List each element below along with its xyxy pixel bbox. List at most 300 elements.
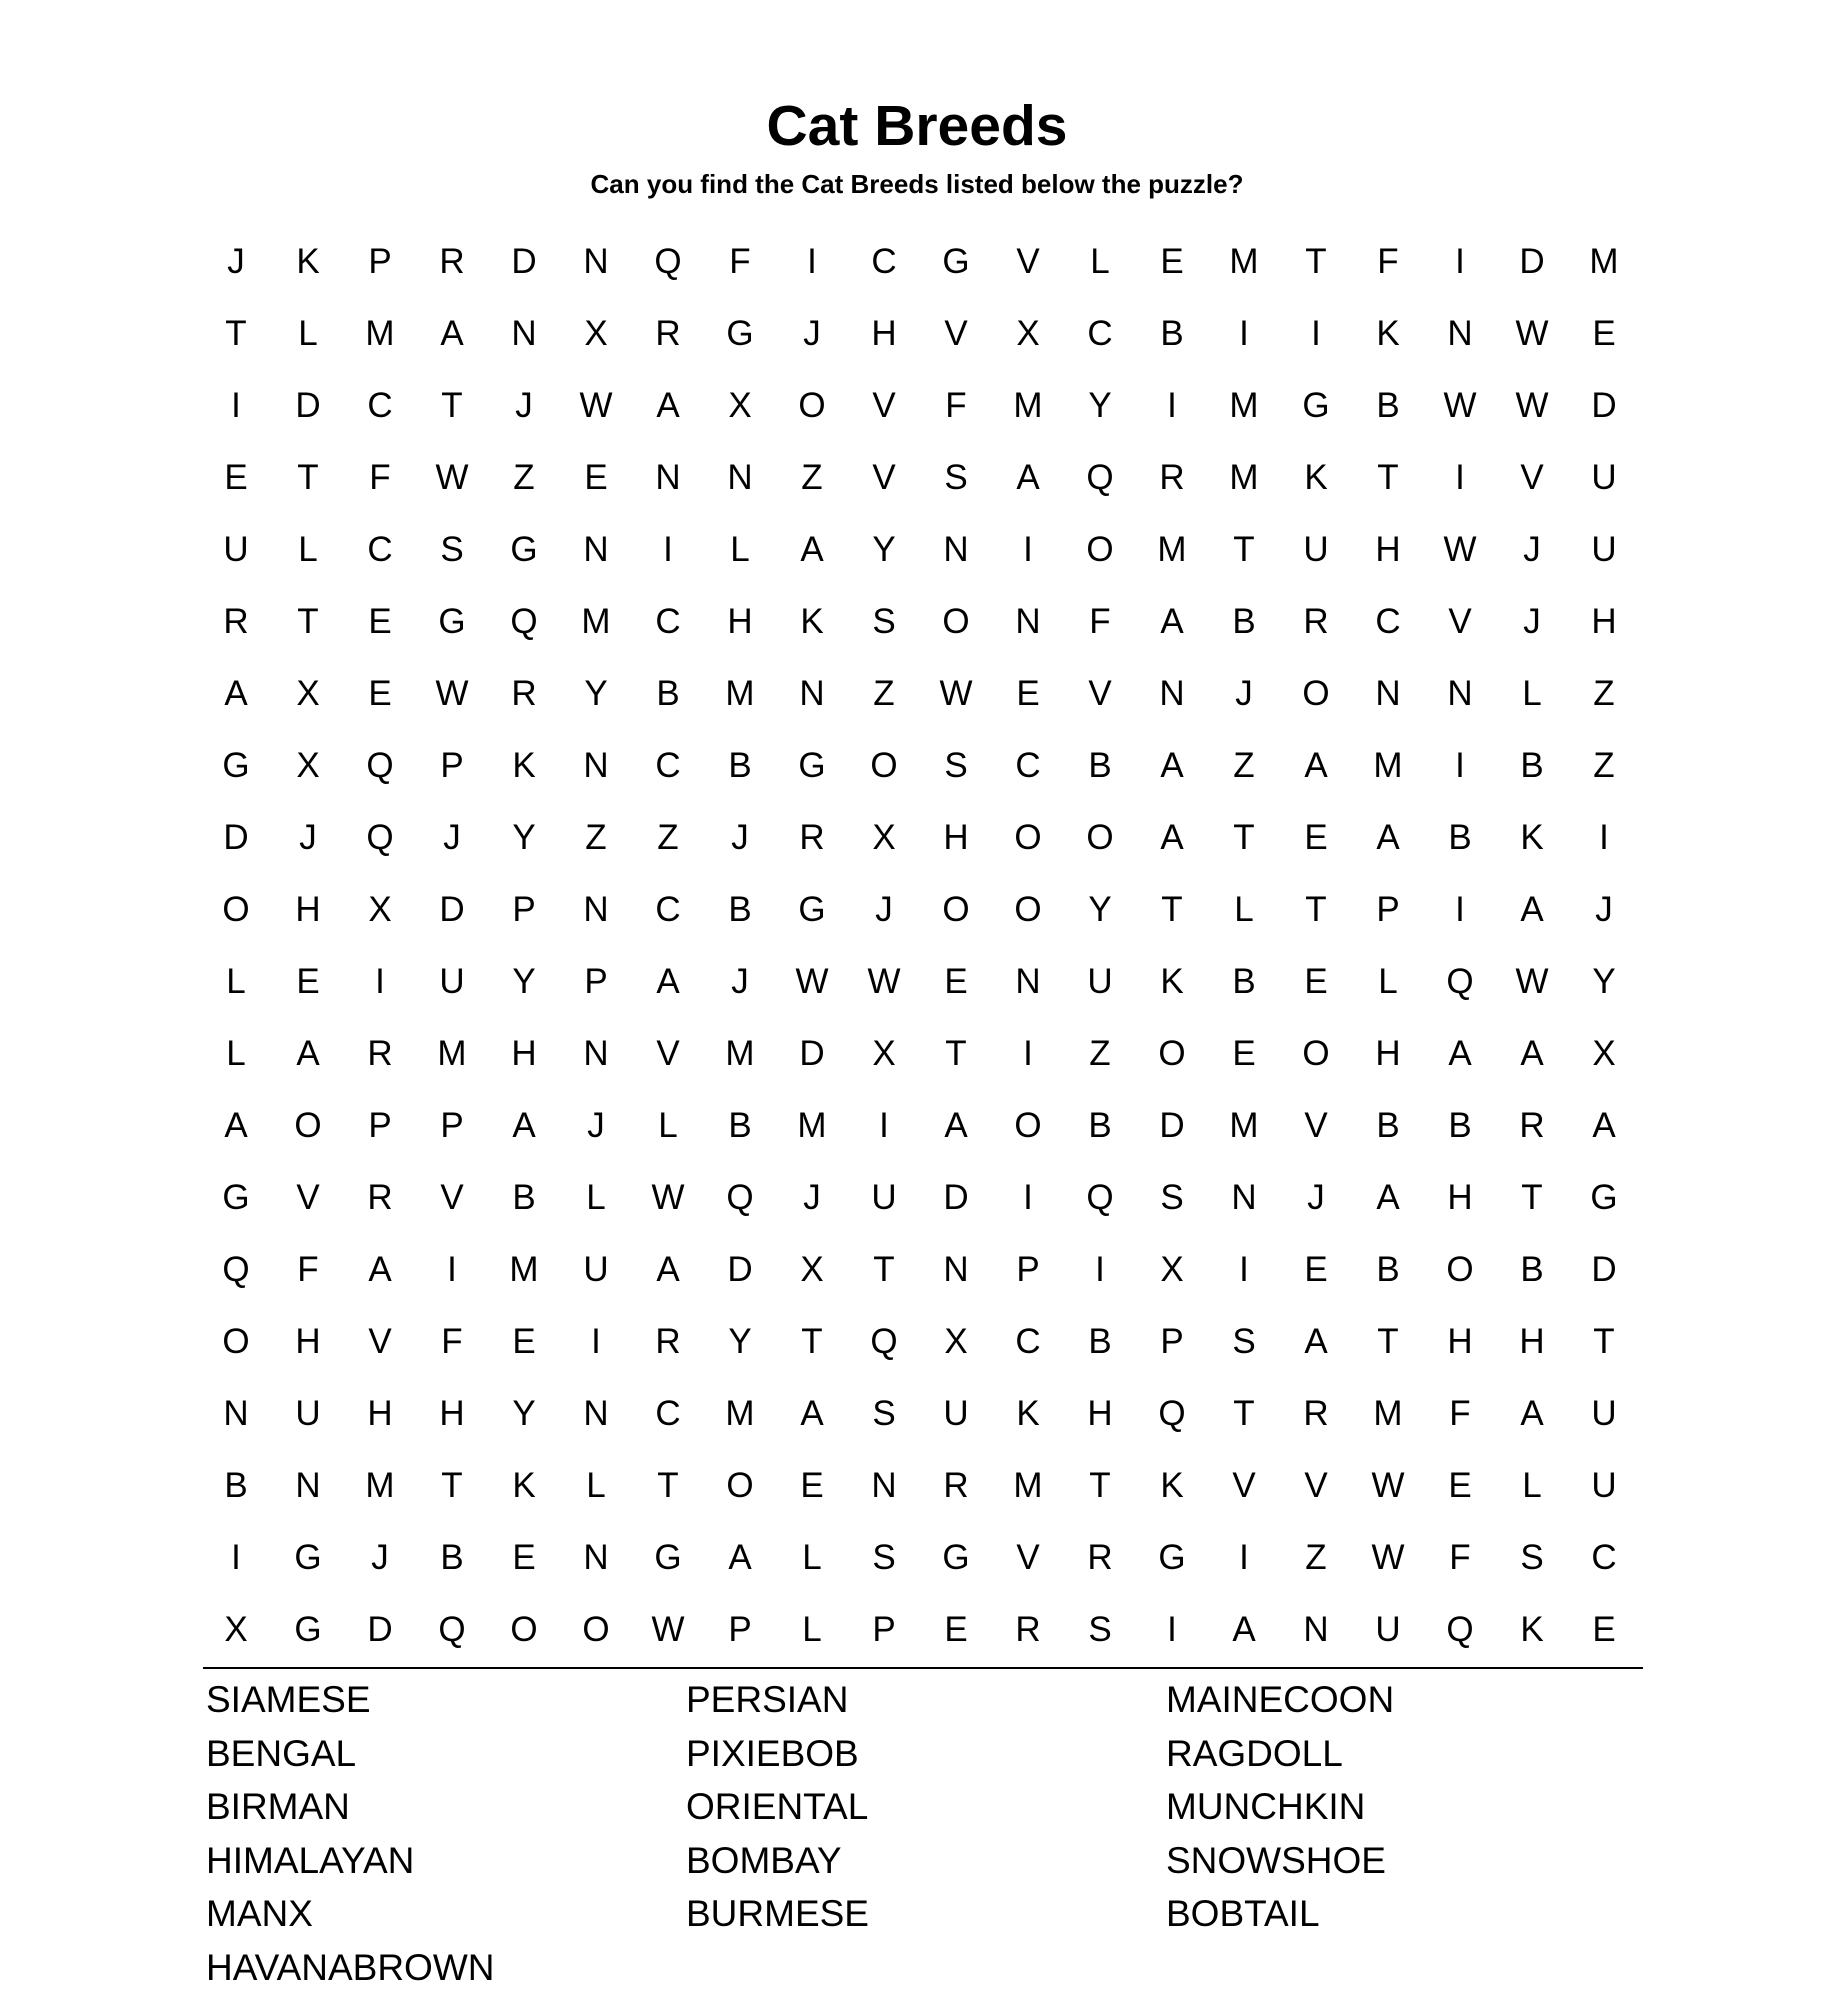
grid-letter: D: [511, 241, 537, 281]
grid-letter: Z: [1593, 673, 1615, 713]
grid-letter: I: [231, 1537, 241, 1577]
grid-letter: B: [440, 1537, 464, 1577]
grid-letter: U: [583, 1249, 609, 1289]
grid-letter: W: [651, 1177, 685, 1217]
grid-letter: I: [1455, 745, 1465, 785]
grid-letter: D: [1519, 241, 1545, 281]
grid-letter: H: [871, 313, 897, 353]
divider-line: [203, 1667, 1643, 1669]
grid-letter: L: [802, 1537, 822, 1577]
grid-letter: B: [1232, 601, 1256, 641]
grid-letter: M: [1373, 745, 1403, 785]
grid-letter: D: [439, 889, 465, 929]
grid-letter: T: [1161, 889, 1183, 929]
grid-letter: S: [1232, 1321, 1256, 1361]
grid-letter: B: [1448, 1105, 1472, 1145]
grid-letter: E: [944, 1609, 968, 1649]
grid-letter: G: [942, 1537, 970, 1577]
grid-letter: A: [440, 313, 464, 353]
grid-letter: B: [1232, 961, 1256, 1001]
grid-letter: K: [1160, 1465, 1184, 1505]
grid-letter: J: [587, 1105, 605, 1145]
grid-letter: Y: [1592, 961, 1616, 1001]
grid-letter: I: [1599, 817, 1609, 857]
grid-letter: W: [795, 961, 829, 1001]
grid-letter: T: [297, 601, 319, 641]
grid-letter: A: [1520, 1033, 1544, 1073]
grid-letter: S: [944, 457, 968, 497]
grid-letter: C: [655, 889, 681, 929]
grid-letter: K: [1520, 1609, 1544, 1649]
word-list-item: MANX: [206, 1893, 313, 1934]
grid-letter: M: [1229, 457, 1259, 497]
grid-letter: X: [224, 1609, 248, 1649]
grid-letter: G: [654, 1537, 682, 1577]
grid-letter: D: [1591, 385, 1617, 425]
grid-letter: A: [512, 1105, 536, 1145]
grid-letter: E: [584, 457, 608, 497]
grid-letter: B: [1376, 1249, 1400, 1289]
grid-letter: I: [1311, 313, 1321, 353]
word-list-item: BURMESE: [686, 1893, 869, 1934]
grid-letter: L: [658, 1105, 678, 1145]
grid-letter: X: [728, 385, 752, 425]
grid-letter: E: [512, 1537, 536, 1577]
grid-letter: B: [656, 673, 680, 713]
grid-letter: C: [871, 241, 897, 281]
word-list-item: PERSIAN: [686, 1679, 849, 1720]
grid-letter: A: [656, 1249, 680, 1289]
grid-letter: J: [731, 817, 749, 857]
grid-letter: B: [1088, 1105, 1112, 1145]
grid-letter: J: [731, 961, 749, 1001]
grid-letter: G: [798, 745, 826, 785]
grid-letter: Z: [873, 673, 895, 713]
grid-letter: N: [1015, 961, 1041, 1001]
grid-letter: V: [1448, 601, 1472, 641]
grid-letter: C: [655, 745, 681, 785]
grid-letter: J: [515, 385, 533, 425]
grid-letter: D: [1591, 1249, 1617, 1289]
grid-letter: M: [1229, 385, 1259, 425]
grid-letter: Y: [512, 1393, 536, 1433]
grid-letter: N: [943, 1249, 969, 1289]
grid-letter: W: [867, 961, 901, 1001]
grid-letter: Q: [870, 1321, 898, 1361]
grid-letter: B: [1376, 385, 1400, 425]
grid-letter: N: [583, 1033, 609, 1073]
grid-letter: K: [1016, 1393, 1040, 1433]
word-list-item: HAVANABROWN: [206, 1946, 495, 1988]
word-list-item: BOMBAY: [686, 1839, 842, 1881]
grid-letter: R: [943, 1465, 969, 1505]
grid-letter: J: [803, 313, 821, 353]
grid-letter: D: [799, 1033, 825, 1073]
grid-letter: Q: [366, 817, 394, 857]
grid-letter: V: [1088, 673, 1112, 713]
grid-letter: E: [1592, 313, 1616, 353]
grid-letter: V: [872, 385, 896, 425]
grid-letter: Y: [872, 529, 896, 569]
grid-letter: P: [368, 1105, 392, 1145]
grid-letter: E: [800, 1465, 824, 1505]
grid-letter: V: [1016, 1537, 1040, 1577]
grid-letter: C: [367, 385, 393, 425]
grid-letter: R: [1303, 601, 1329, 641]
grid-letter: O: [1302, 1033, 1330, 1073]
grid-letter: A: [1304, 1321, 1328, 1361]
grid-letter: A: [944, 1105, 968, 1145]
grid-letter: B: [1088, 1321, 1112, 1361]
grid-letter: X: [944, 1321, 968, 1361]
grid-letter: J: [299, 817, 317, 857]
grid-letter: A: [1016, 457, 1040, 497]
grid-letter: G: [1302, 385, 1330, 425]
grid-letter: R: [655, 313, 681, 353]
grid-letter: T: [441, 385, 463, 425]
grid-letter: M: [1157, 529, 1187, 569]
grid-letter: T: [1305, 241, 1327, 281]
grid-letter: B: [728, 889, 752, 929]
grid-letter: J: [443, 817, 461, 857]
grid-letter: T: [801, 1321, 823, 1361]
grid-letter: E: [1304, 961, 1328, 1001]
grid-letter: A: [224, 673, 248, 713]
word-list-item: BENGAL: [206, 1732, 357, 1774]
grid-letter: Z: [801, 457, 823, 497]
grid-letter: L: [1522, 1465, 1542, 1505]
grid-letter: F: [1449, 1537, 1471, 1577]
grid-letter: E: [1016, 673, 1040, 713]
grid-letter: I: [1023, 1033, 1033, 1073]
grid-letter: J: [1235, 673, 1253, 713]
grid-letter: V: [1304, 1465, 1328, 1505]
grid-letter: F: [369, 457, 391, 497]
grid-letter: O: [222, 889, 250, 929]
grid-letter: S: [872, 1393, 896, 1433]
grid-letter: G: [294, 1537, 322, 1577]
grid-letter: X: [872, 1033, 896, 1073]
grid-letter: H: [1447, 1321, 1473, 1361]
grid-letter: S: [440, 529, 464, 569]
grid-letter: Z: [657, 817, 679, 857]
grid-letter: Q: [1446, 961, 1474, 1001]
grid-letter: N: [295, 1465, 321, 1505]
grid-letter: H: [1447, 1177, 1473, 1217]
grid-letter: N: [1375, 673, 1401, 713]
grid-letter: P: [584, 961, 608, 1001]
grid-letter: N: [583, 745, 609, 785]
grid-letter: R: [367, 1177, 393, 1217]
grid-letter: M: [1589, 241, 1619, 281]
grid-letter: V: [1520, 457, 1544, 497]
word-list-item: ORIENTAL: [686, 1786, 869, 1827]
grid-letter: U: [1087, 961, 1113, 1001]
grid-letter: I: [1455, 241, 1465, 281]
grid-letter: C: [1375, 601, 1401, 641]
grid-letter: R: [799, 817, 825, 857]
grid-letter: F: [1089, 601, 1111, 641]
grid-letter: M: [365, 1465, 395, 1505]
grid-letter: E: [944, 961, 968, 1001]
grid-letter: Q: [510, 601, 538, 641]
grid-letter: S: [872, 1537, 896, 1577]
grid-letter: N: [1159, 673, 1185, 713]
grid-letter: Q: [726, 1177, 754, 1217]
grid-letter: A: [800, 529, 824, 569]
grid-letter: X: [296, 673, 320, 713]
grid-letter: Y: [1088, 385, 1112, 425]
grid-letter: R: [439, 241, 465, 281]
grid-letter: H: [295, 889, 321, 929]
grid-letter: M: [1013, 1465, 1043, 1505]
grid-letter: N: [799, 673, 825, 713]
grid-letter: N: [583, 241, 609, 281]
grid-letter: Z: [1233, 745, 1255, 785]
grid-letter: A: [1160, 745, 1184, 785]
word-list: [206, 1673, 1646, 1994]
grid-letter: O: [1302, 673, 1330, 713]
grid-letter: X: [1160, 1249, 1184, 1289]
grid-letter: J: [227, 241, 245, 281]
grid-letter: W: [651, 1609, 685, 1649]
grid-letter: I: [1095, 1249, 1105, 1289]
grid-letter: Q: [1158, 1393, 1186, 1433]
grid-letter: I: [1239, 313, 1249, 353]
grid-letter: A: [656, 961, 680, 1001]
grid-letter: D: [1159, 1105, 1185, 1145]
grid-letter: H: [511, 1033, 537, 1073]
grid-letter: X: [584, 313, 608, 353]
grid-letter: C: [655, 1393, 681, 1433]
grid-letter: A: [1376, 817, 1400, 857]
grid-letter: U: [871, 1177, 897, 1217]
grid-letter: T: [945, 1033, 967, 1073]
grid-letter: G: [222, 1177, 250, 1217]
grid-letter: T: [873, 1249, 895, 1289]
grid-letter: V: [1304, 1105, 1328, 1145]
grid-letter: I: [231, 385, 241, 425]
grid-letter: B: [1376, 1105, 1400, 1145]
grid-letter: H: [943, 817, 969, 857]
grid-letter: R: [223, 601, 249, 641]
grid-letter: A: [296, 1033, 320, 1073]
grid-letter: L: [802, 1609, 822, 1649]
grid-letter: Q: [366, 745, 394, 785]
grid-letter: P: [440, 745, 464, 785]
grid-letter: G: [222, 745, 250, 785]
grid-letter: A: [1304, 745, 1328, 785]
grid-letter: P: [872, 1609, 896, 1649]
grid-letter: M: [509, 1249, 539, 1289]
word-list-item: BOBTAIL: [1166, 1893, 1320, 1934]
grid-letter: I: [375, 961, 385, 1001]
grid-letter: U: [1591, 1393, 1617, 1433]
grid-letter: J: [1523, 529, 1541, 569]
grid-letter: M: [581, 601, 611, 641]
grid-letter: P: [368, 241, 392, 281]
grid-letter: O: [870, 745, 898, 785]
grid-letter: R: [655, 1321, 681, 1361]
grid-letter: S: [944, 745, 968, 785]
grid-letter: M: [1229, 241, 1259, 281]
grid-letter: T: [1593, 1321, 1615, 1361]
grid-letter: R: [1159, 457, 1185, 497]
grid-letter: O: [510, 1609, 538, 1649]
grid-letter: G: [1158, 1537, 1186, 1577]
grid-letter: L: [586, 1177, 606, 1217]
word-list-item: RAGDOLL: [1166, 1732, 1343, 1774]
grid-letter: E: [368, 601, 392, 641]
grid-letter: P: [512, 889, 536, 929]
grid-letter: E: [1448, 1465, 1472, 1505]
grid-letter: W: [1515, 313, 1549, 353]
grid-letter: R: [1303, 1393, 1329, 1433]
grid-letter: V: [1232, 1465, 1256, 1505]
grid-letter: G: [942, 241, 970, 281]
grid-letter: U: [1591, 457, 1617, 497]
grid-letter: U: [943, 1393, 969, 1433]
grid-letter: F: [441, 1321, 463, 1361]
word-list-item: SNOWSHOE: [1166, 1839, 1386, 1881]
word-list-item: MAINECOON: [1166, 1679, 1395, 1720]
grid-letter: K: [296, 241, 320, 281]
grid-letter: Q: [1086, 457, 1114, 497]
letter-grid: [200, 225, 1640, 1665]
grid-letter: G: [438, 601, 466, 641]
grid-letter: G: [726, 313, 754, 353]
grid-letter: A: [1520, 1393, 1544, 1433]
grid-letter: N: [583, 1537, 609, 1577]
grid-letter: C: [1015, 1321, 1041, 1361]
grid-letter: T: [1233, 529, 1255, 569]
grid-letter: O: [942, 601, 970, 641]
grid-letter: V: [368, 1321, 392, 1361]
grid-letter: X: [1592, 1033, 1616, 1073]
grid-letter: O: [726, 1465, 754, 1505]
grid-letter: U: [439, 961, 465, 1001]
grid-letter: P: [1016, 1249, 1040, 1289]
grid-letter: T: [1377, 457, 1399, 497]
grid-letter: A: [1592, 1105, 1616, 1145]
grid-letter: L: [1522, 673, 1542, 713]
grid-letter: O: [798, 385, 826, 425]
grid-letter: H: [367, 1393, 393, 1433]
grid-letter: X: [872, 817, 896, 857]
grid-letter: Y: [512, 817, 536, 857]
grid-letter: E: [224, 457, 248, 497]
grid-letter: B: [1160, 313, 1184, 353]
grid-letter: U: [1591, 1465, 1617, 1505]
grid-letter: B: [728, 1105, 752, 1145]
grid-letter: B: [1448, 817, 1472, 857]
grid-letter: N: [583, 529, 609, 569]
grid-letter: K: [1520, 817, 1544, 857]
grid-letter: Z: [1089, 1033, 1111, 1073]
grid-letter: T: [297, 457, 319, 497]
word-list-item: SIAMESE: [206, 1679, 371, 1720]
grid-letter: T: [1377, 1321, 1399, 1361]
grid-letter: A: [224, 1105, 248, 1145]
grid-letter: E: [1232, 1033, 1256, 1073]
grid-letter: I: [1239, 1537, 1249, 1577]
grid-letter: M: [1229, 1105, 1259, 1145]
grid-letter: J: [1595, 889, 1613, 929]
grid-letter: E: [368, 673, 392, 713]
grid-letter: M: [1373, 1393, 1403, 1433]
grid-letter: O: [1014, 889, 1042, 929]
grid-letter: H: [295, 1321, 321, 1361]
grid-letter: G: [294, 1609, 322, 1649]
grid-letter: X: [368, 889, 392, 929]
grid-letter: Z: [513, 457, 535, 497]
grid-letter: K: [512, 745, 536, 785]
grid-letter: N: [511, 313, 537, 353]
grid-letter: A: [728, 1537, 752, 1577]
grid-letter: C: [1087, 313, 1113, 353]
grid-letter: J: [1523, 601, 1541, 641]
grid-letter: I: [1167, 1609, 1177, 1649]
grid-letter: A: [1232, 1609, 1256, 1649]
grid-letter: N: [943, 529, 969, 569]
grid-letter: L: [226, 961, 246, 1001]
grid-letter: J: [875, 889, 893, 929]
grid-letter: T: [1233, 817, 1255, 857]
grid-letter: I: [879, 1105, 889, 1145]
grid-letter: W: [1443, 385, 1477, 425]
grid-letter: J: [1307, 1177, 1325, 1217]
grid-letter: F: [729, 241, 751, 281]
grid-letter: G: [1590, 1177, 1618, 1217]
grid-letter: U: [1303, 529, 1329, 569]
grid-letter: C: [655, 601, 681, 641]
grid-letter: N: [1231, 1177, 1257, 1217]
grid-letter: E: [1160, 241, 1184, 281]
grid-letter: M: [365, 313, 395, 353]
grid-letter: D: [727, 1249, 753, 1289]
grid-letter: R: [367, 1033, 393, 1073]
grid-letter: M: [725, 1033, 755, 1073]
grid-letter: O: [1446, 1249, 1474, 1289]
page-title: Cat Breeds: [766, 94, 1068, 158]
grid-letter: V: [944, 313, 968, 353]
grid-letter: A: [800, 1393, 824, 1433]
grid-letter: I: [1023, 1177, 1033, 1217]
grid-letter: A: [1448, 1033, 1472, 1073]
grid-letter: I: [1455, 457, 1465, 497]
grid-letter: W: [1515, 385, 1549, 425]
grid-letter: M: [725, 673, 755, 713]
grid-letter: I: [1023, 529, 1033, 569]
grid-letter: W: [1371, 1465, 1405, 1505]
grid-letter: V: [296, 1177, 320, 1217]
grid-letter: O: [222, 1321, 250, 1361]
grid-letter: H: [1375, 529, 1401, 569]
grid-letter: V: [872, 457, 896, 497]
grid-letter: I: [1167, 385, 1177, 425]
grid-letter: O: [582, 1609, 610, 1649]
grid-letter: O: [942, 889, 970, 929]
grid-letter: K: [1304, 457, 1328, 497]
grid-letter: N: [727, 457, 753, 497]
grid-letter: T: [441, 1465, 463, 1505]
grid-letter: E: [1304, 1249, 1328, 1289]
grid-letter: R: [1519, 1105, 1545, 1145]
grid-letter: L: [1378, 961, 1398, 1001]
grid-letter: A: [1520, 889, 1544, 929]
word-list-item: HIMALAYAN: [206, 1839, 415, 1881]
page-subtitle: Can you find the Cat Breeds listed below the puzzle?: [590, 169, 1244, 199]
